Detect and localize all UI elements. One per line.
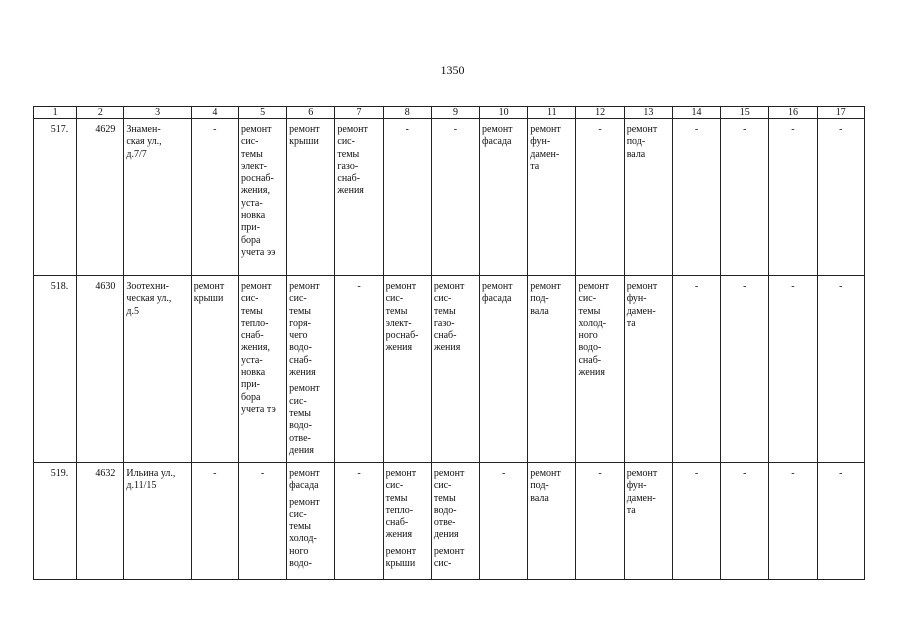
empty-dash: - — [743, 124, 747, 135]
work-cell-col-13 — [624, 463, 672, 580]
work-cell-col-8 — [383, 276, 431, 463]
column-number-row — [34, 107, 865, 119]
row-number: 518. — [34, 276, 77, 463]
work-item: ремонт под- вала — [530, 281, 561, 317]
column-number-4: 4 — [191, 107, 238, 119]
empty-dash: - — [839, 124, 843, 135]
empty-dash: - — [501, 468, 506, 479]
column-number-12: 12 — [576, 107, 624, 119]
column-number-13: 13 — [624, 107, 672, 119]
column-number-2: 2 — [77, 107, 124, 119]
work-item: ремонт сис- темы горя- чего водо- снаб- жения — [289, 281, 320, 379]
empty-dash: - — [405, 124, 409, 135]
work-item: ремонт фасада — [289, 468, 320, 492]
work-cell-col-9 — [431, 463, 479, 580]
column-number-15: 15 — [721, 107, 769, 119]
work-item: ремонт сис- темы водо- отве- дения — [289, 383, 320, 456]
work-cell-col-16 — [769, 463, 817, 580]
work-cell-col-8 — [383, 463, 431, 580]
work-cell-col-10 — [480, 119, 528, 276]
work-cell-col-8 — [383, 119, 431, 276]
table-row — [34, 119, 865, 276]
building-code: 4629 — [77, 119, 124, 276]
work-item: ремонт сис- темы элект- роснаб- жения — [385, 281, 419, 354]
work-item: ремонт сис- темы водо- отве- дения — [433, 468, 465, 541]
work-cell-col-11 — [528, 463, 576, 580]
work-cell-col-14 — [672, 119, 720, 276]
work-cell-col-15 — [721, 119, 769, 276]
work-cell-col-16 — [769, 119, 817, 276]
empty-dash: - — [598, 124, 602, 135]
empty-dash: - — [453, 124, 458, 135]
work-item: ремонт фун- дамен- та — [530, 124, 561, 172]
column-number-9: 9 — [431, 107, 479, 119]
work-cell-col-12 — [576, 463, 624, 580]
work-item: ремонт фун- дамен- та — [626, 468, 658, 516]
work-cell-col-10 — [480, 276, 528, 463]
table-row — [34, 276, 865, 463]
work-cell-col-7 — [335, 276, 383, 463]
work-item: ремонт сис- темы элект- роснаб- жения, уста- новка при- бора учета ээ — [240, 124, 276, 258]
work-cell-col-4 — [191, 276, 238, 463]
column-number-6: 6 — [287, 107, 335, 119]
building-code: 4632 — [77, 463, 124, 580]
column-number-8: 8 — [383, 107, 431, 119]
column-number-17: 17 — [817, 107, 864, 119]
column-number-7: 7 — [335, 107, 383, 119]
address: Знамен- ская ул., д.7/7 — [124, 119, 191, 276]
column-number-5: 5 — [238, 107, 286, 119]
work-item: ремонт сис- темы газо- снаб- жения — [433, 281, 465, 354]
empty-dash: - — [357, 468, 361, 479]
building-code: 4630 — [77, 276, 124, 463]
work-item: ремонт крыши — [385, 545, 417, 570]
empty-dash: - — [694, 468, 699, 479]
work-item: ремонт крыши — [289, 124, 320, 148]
work-cell-col-15 — [721, 463, 769, 580]
work-item: ремонт фасада — [482, 281, 513, 305]
row-number: 519. — [34, 463, 77, 580]
empty-dash: - — [213, 468, 217, 479]
work-cell-col-5 — [238, 463, 286, 580]
address: Ильина ул., д.11/15 — [124, 463, 191, 580]
work-cell-col-11 — [528, 119, 576, 276]
work-cell-col-7 — [335, 463, 383, 580]
table-body — [34, 119, 865, 580]
work-cell-col-10 — [480, 463, 528, 580]
empty-dash: - — [791, 468, 795, 479]
empty-dash: - — [743, 468, 747, 479]
work-cell-col-4 — [191, 119, 238, 276]
column-number-14: 14 — [672, 107, 720, 119]
work-item: ремонт сис- темы холод- ного водо- снаб- жения — [578, 281, 609, 379]
work-cell-col-14 — [672, 463, 720, 580]
work-cell-col-5 — [238, 276, 286, 463]
work-cell-col-17 — [817, 276, 864, 463]
column-number-10: 10 — [480, 107, 528, 119]
address: Зоотехни- ческая ул., д.5 — [124, 276, 191, 463]
work-cell-col-12 — [576, 119, 624, 276]
work-cell-col-13 — [624, 119, 672, 276]
row-number: 517. — [34, 119, 77, 276]
work-cell-col-4 — [191, 463, 238, 580]
work-item: ремонт фун- дамен- та — [626, 281, 658, 329]
column-number-1: 1 — [34, 107, 77, 119]
empty-dash: - — [357, 281, 361, 292]
empty-dash: - — [743, 281, 747, 292]
work-cell-col-6 — [287, 119, 335, 276]
page-number: 1350 — [440, 63, 465, 77]
work-item: ремонт сис- темы газо- снаб- жения — [337, 124, 368, 197]
empty-dash: - — [791, 124, 795, 135]
work-item: ремонт крыши — [193, 281, 225, 305]
capital-repair-table — [33, 106, 865, 580]
empty-dash: - — [791, 281, 795, 292]
work-cell-col-6 — [287, 276, 335, 463]
work-cell-col-7 — [335, 119, 383, 276]
work-item: ремонт сис- темы тепло- снаб- жения — [385, 468, 417, 541]
empty-dash: - — [694, 124, 699, 135]
work-cell-col-17 — [817, 119, 864, 276]
work-cell-col-14 — [672, 276, 720, 463]
work-item: ремонт под- вала — [530, 468, 561, 504]
column-number-16: 16 — [769, 107, 817, 119]
work-item: ремонт фасада — [482, 124, 513, 148]
work-cell-col-17 — [817, 463, 864, 580]
work-cell-col-9 — [431, 276, 479, 463]
work-cell-col-5 — [238, 119, 286, 276]
work-cell-col-9 — [431, 119, 479, 276]
empty-dash: - — [839, 281, 843, 292]
column-number-3: 3 — [124, 107, 191, 119]
empty-dash: - — [598, 468, 602, 479]
work-item: ремонт сис- — [433, 545, 465, 570]
table-row — [34, 463, 865, 580]
work-cell-col-6 — [287, 463, 335, 580]
empty-dash: - — [839, 468, 843, 479]
work-item: ремонт под- вала — [626, 124, 658, 160]
empty-dash: - — [694, 281, 699, 292]
column-number-11: 11 — [528, 107, 576, 119]
work-cell-col-13 — [624, 276, 672, 463]
work-cell-col-16 — [769, 276, 817, 463]
work-cell-col-15 — [721, 276, 769, 463]
work-cell-col-11 — [528, 276, 576, 463]
empty-dash: - — [213, 124, 217, 135]
empty-dash: - — [260, 468, 265, 479]
work-cell-col-12 — [576, 276, 624, 463]
work-item: ремонт сис- темы тепло- снаб- жения, уста- новка при- бора учета тэ — [240, 281, 276, 415]
work-item: ремонт сис- темы холод- ного водо- — [289, 496, 320, 570]
